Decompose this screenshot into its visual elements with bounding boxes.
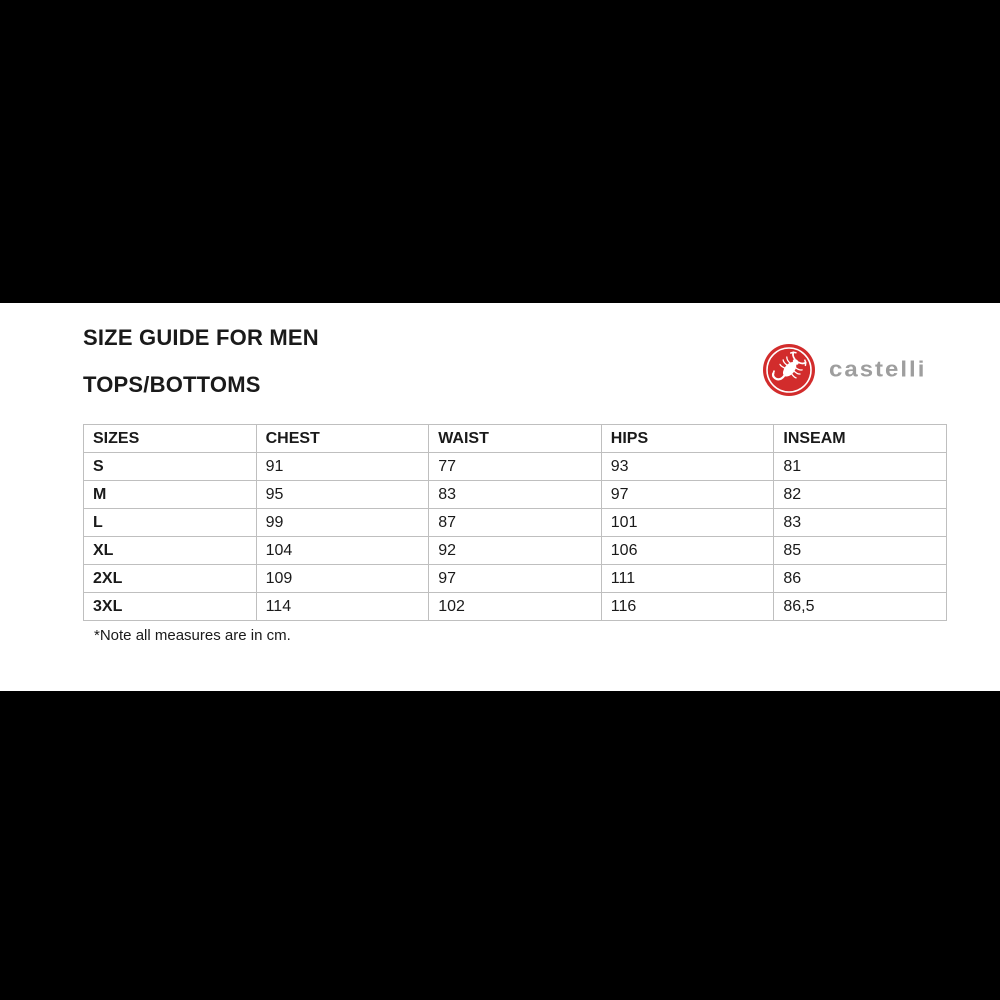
measures-note: *Note all measures are in cm. (94, 627, 291, 644)
size-cell: S (84, 453, 257, 481)
value-cell: 104 (256, 537, 429, 565)
value-cell: 95 (256, 481, 429, 509)
column-header-hips: HIPS (601, 425, 774, 453)
value-cell: 85 (774, 537, 947, 565)
size-cell: 2XL (84, 565, 257, 593)
size-cell: M (84, 481, 257, 509)
column-header-chest: CHEST (256, 425, 429, 453)
value-cell: 97 (429, 565, 602, 593)
size-guide-panel (0, 303, 1000, 691)
value-cell: 97 (601, 481, 774, 509)
value-cell: 114 (256, 593, 429, 621)
table-row-xl (84, 537, 947, 565)
value-cell: 81 (774, 453, 947, 481)
value-cell: 86,5 (774, 593, 947, 621)
size-cell: XL (84, 537, 257, 565)
value-cell: 109 (256, 565, 429, 593)
value-cell: 83 (774, 509, 947, 537)
size-table (83, 424, 947, 621)
value-cell: 86 (774, 565, 947, 593)
value-cell: 101 (601, 509, 774, 537)
brand-wordmark: castelli (829, 357, 927, 382)
table-row-s (84, 453, 947, 481)
value-cell: 83 (429, 481, 602, 509)
value-cell: 87 (429, 509, 602, 537)
value-cell: 106 (601, 537, 774, 565)
size-cell: L (84, 509, 257, 537)
table-header-row (84, 425, 947, 453)
page-title: SIZE GUIDE FOR MEN (83, 325, 319, 350)
column-header-sizes: SIZES (84, 425, 257, 453)
value-cell: 93 (601, 453, 774, 481)
value-cell: 77 (429, 453, 602, 481)
value-cell: 116 (601, 593, 774, 621)
castelli-logo (762, 343, 926, 397)
value-cell: 92 (429, 537, 602, 565)
column-header-inseam: INSEAM (774, 425, 947, 453)
value-cell: 102 (429, 593, 602, 621)
value-cell: 82 (774, 481, 947, 509)
value-cell: 91 (256, 453, 429, 481)
table-row-m (84, 481, 947, 509)
value-cell: 111 (601, 565, 774, 593)
size-cell: 3XL (84, 593, 257, 621)
table-row-l (84, 509, 947, 537)
column-header-waist: WAIST (429, 425, 602, 453)
scorpion-icon (762, 343, 816, 397)
table-row-3xl (84, 593, 947, 621)
section-title: TOPS/BOTTOMS (83, 372, 261, 397)
value-cell: 99 (256, 509, 429, 537)
table-row-2xl (84, 565, 947, 593)
